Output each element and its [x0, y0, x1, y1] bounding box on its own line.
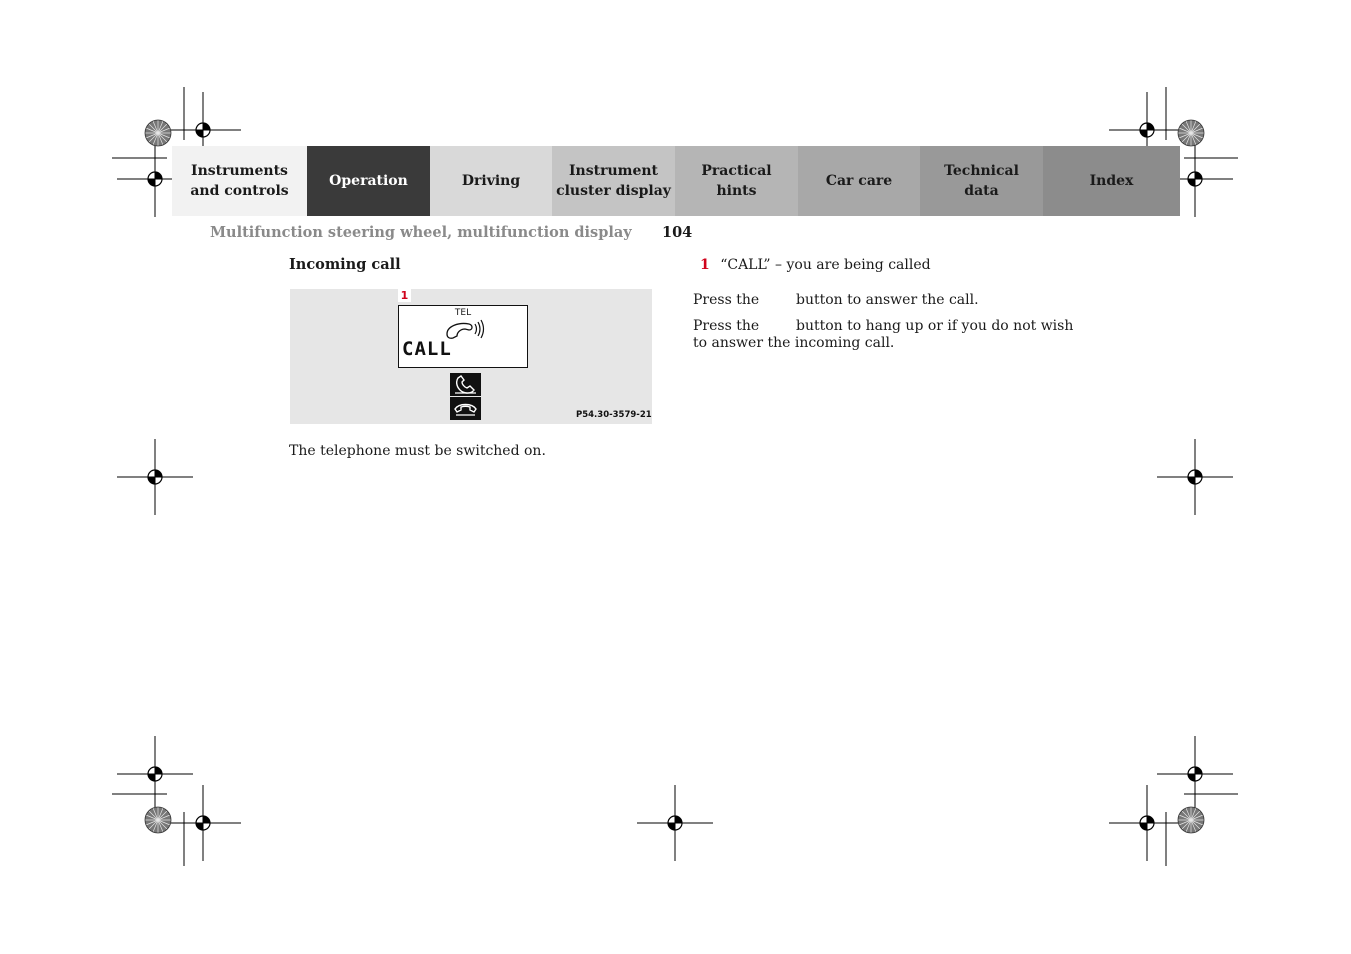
tab-label: Index — [1089, 173, 1134, 189]
figure-callout-1: 1 — [398, 289, 411, 302]
hangup-button-illustration — [450, 397, 481, 420]
display-figure — [290, 289, 652, 424]
tab-4[interactable] — [675, 146, 798, 216]
tab-6[interactable] — [920, 146, 1043, 216]
tab-3[interactable] — [552, 146, 675, 216]
display-call-text: CALL — [402, 338, 452, 360]
paragraph-hangup-a: Press the — [693, 318, 760, 334]
tab-7[interactable] — [1043, 146, 1180, 216]
multifunction-display — [398, 305, 528, 368]
tab-label: Technical data — [944, 163, 1019, 199]
tab-label: Driving — [461, 173, 521, 189]
tab-label: Instrument cluster display — [556, 163, 671, 199]
tab-0[interactable] — [172, 146, 307, 216]
phone-hangup-icon — [450, 397, 481, 420]
tab-1[interactable] — [307, 146, 430, 216]
legend-number: 1 — [700, 257, 710, 273]
page-number: 104 — [662, 224, 693, 241]
display-tel-label: TEL — [454, 308, 472, 318]
tab-label: Operation — [329, 173, 408, 189]
tab-5[interactable] — [798, 146, 920, 216]
chapter-tabs — [172, 146, 1180, 216]
legend-item-1 — [700, 257, 931, 274]
phone-answer-icon — [450, 373, 481, 396]
answer-button-illustration — [450, 373, 481, 396]
section-title: Multifunction steering wheel, multifunction display — [210, 224, 632, 241]
legend-text: “CALL” – you are being called — [720, 257, 931, 273]
note-telephone-on: The telephone must be switched on. — [289, 443, 546, 459]
tab-2[interactable] — [430, 146, 552, 216]
tab-label: Car care — [825, 173, 893, 189]
figure-code: P54.30-3579-21 — [576, 410, 652, 420]
paragraph-answer-b: button to answer the call. — [796, 292, 979, 308]
heading-incoming-call: Incoming call — [289, 256, 401, 273]
paragraph-hangup-c: to answer the incoming call. — [693, 335, 895, 351]
tab-label: Instruments and controls — [190, 163, 289, 199]
paragraph-answer-a: Press the — [693, 292, 760, 308]
tab-label: Practical hints — [701, 163, 772, 199]
paragraph-hangup-b: button to hang up or if you do not wish — [796, 318, 1074, 334]
